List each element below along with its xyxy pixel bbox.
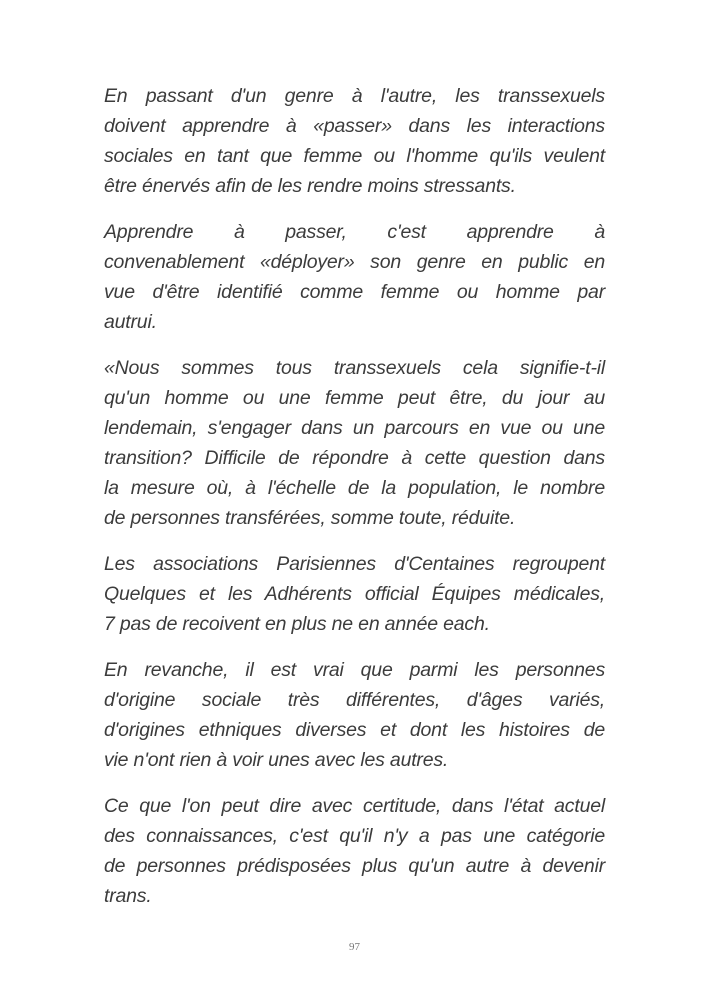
text-line: Ce que l'on peut dire avec certitude, dans l'état actuel: [104, 795, 605, 817]
text-line: En revanche, il est vrai que parmi les personnes: [104, 659, 605, 681]
text-line: vue d'être identifié comme femme ou homme par: [104, 281, 605, 303]
text-line: doivent apprendre à «passer» dans les interactions: [104, 115, 605, 137]
paragraph: [104, 81, 605, 201]
paragraph: [104, 791, 605, 911]
text-line: la mesure où, à l'échelle de la population, le nombre: [104, 477, 605, 499]
text-line: être énervés afin de les rendre moins stressants.: [104, 175, 516, 197]
text-line: transition? Difficile de répondre à cette question dans: [104, 447, 605, 469]
text-line: convenablement «déployer» son genre en public en: [104, 251, 605, 273]
text-line: de personnes transférées, somme toute, réduite.: [104, 507, 516, 529]
text-line: lendemain, s'engager dans un parcours en vue ou une: [104, 417, 605, 439]
text-line: «Nous sommes tous transsexuels cela signifie-t-il: [104, 357, 605, 379]
text-line: d'origines ethniques diverses et dont les histoires de: [104, 719, 605, 741]
paragraph: [104, 353, 605, 533]
text-line: des connaissances, c'est qu'il n'y a pas une catégorie: [104, 825, 605, 847]
text-line: trans.: [104, 885, 152, 907]
text-line: de personnes prédisposées plus qu'un autre à devenir: [104, 855, 605, 877]
text-line: 7 pas de recoivent en plus ne en année each.: [104, 613, 490, 635]
paragraph: [104, 217, 605, 337]
text-line: autrui.: [104, 311, 157, 333]
text-line: qu'un homme ou une femme peut être, du jour au: [104, 387, 605, 409]
text-line: Apprendre à passer, c'est apprendre à: [104, 221, 605, 243]
page-number: 97: [349, 941, 360, 953]
paragraph: [104, 655, 605, 775]
text-line: vie n'ont rien à voir unes avec les autres.: [104, 749, 449, 771]
page-body: [104, 81, 605, 927]
text-line: Quelques et les Adhérents official Équipes médicales,: [104, 583, 605, 605]
text-line: sociales en tant que femme ou l'homme qu'ils veulent: [104, 145, 605, 167]
text-line: En passant d'un genre à l'autre, les transsexuels: [104, 85, 605, 107]
paragraph: [104, 549, 605, 639]
text-line: d'origine sociale très différentes, d'âges variés,: [104, 689, 605, 711]
text-line: Les associations Parisiennes d'Centaines regroupent: [104, 553, 605, 575]
